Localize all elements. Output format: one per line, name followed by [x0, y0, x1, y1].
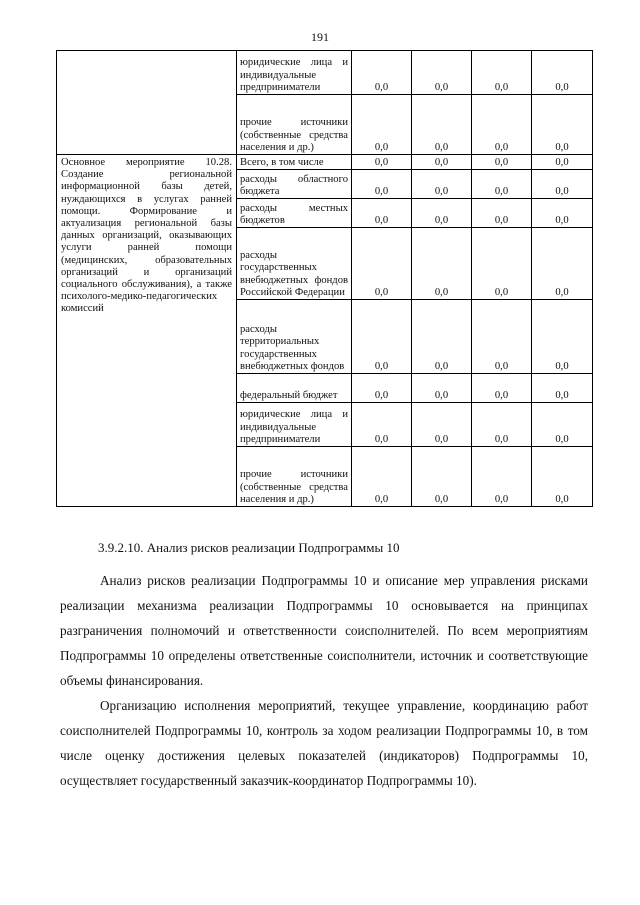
value-cell: 0,0 — [472, 374, 532, 403]
value-cell: 0,0 — [352, 403, 412, 447]
event-description-cell: Основное мероприятие 10.28. Создание региональной информационной базы детей, нуждающихся в услугах ранней помощи. Формирование и актуализация региональной базы данных организаций, оказывающих услуги ранней помощи (медицинских, образовательных организаций и организаций социального обслуживания), а также психолого-медико-педагогических комиссий — [57, 155, 237, 507]
value-cell: 0,0 — [532, 447, 593, 507]
value-cell: 0,0 — [352, 374, 412, 403]
paragraph: Организацию исполнения мероприятий, текущее управление, координацию работ соисполнителей Подпрограммы 10, контроль за ходом реализации Подпрограммы 10, в том числе оценку достижения целевых показателей (индикаторов) Подпрограммы 10, осуществляет государственный заказчик-координатор Подпрограммы 10). — [60, 698, 588, 788]
financing-table — [56, 50, 593, 507]
funding-source-cell: прочие источники (собственные средства населения и др.) — [237, 95, 352, 155]
funding-source-cell: юридические лица и индивидуальные предприниматели — [237, 403, 352, 447]
value-cell: 0,0 — [412, 51, 472, 95]
funding-source-cell: расходы местных бюджетов — [237, 199, 352, 228]
table-row — [57, 51, 593, 95]
value-cell: 0,0 — [412, 447, 472, 507]
value-cell: 0,0 — [412, 95, 472, 155]
value-cell: 0,0 — [532, 228, 593, 300]
value-cell: 0,0 — [472, 228, 532, 300]
value-cell: 0,0 — [412, 199, 472, 228]
funding-source-cell: расходы областного бюджета — [237, 170, 352, 199]
value-cell: 0,0 — [352, 300, 412, 374]
value-cell: 0,0 — [412, 170, 472, 199]
value-cell: 0,0 — [472, 51, 532, 95]
funding-source-cell: Всего, в том числе — [237, 155, 352, 170]
funding-source-cell: федеральный бюджет — [237, 374, 352, 403]
value-cell: 0,0 — [472, 447, 532, 507]
value-cell: 0,0 — [532, 374, 593, 403]
value-cell: 0,0 — [352, 228, 412, 300]
table-row — [57, 155, 593, 170]
funding-source-cell: прочие источники (собственные средства населения и др.) — [237, 447, 352, 507]
value-cell: 0,0 — [352, 447, 412, 507]
value-cell: 0,0 — [352, 51, 412, 95]
value-cell: 0,0 — [532, 95, 593, 155]
value-cell: 0,0 — [472, 199, 532, 228]
value-cell: 0,0 — [352, 95, 412, 155]
financing-table-body — [57, 51, 593, 507]
funding-source-cell: расходы территориальных государственных внебюджетных фондов — [237, 300, 352, 374]
value-cell: 0,0 — [412, 155, 472, 170]
value-cell: 0,0 — [532, 51, 593, 95]
value-cell: 0,0 — [532, 199, 593, 228]
value-cell: 0,0 — [412, 300, 472, 374]
value-cell: 0,0 — [352, 170, 412, 199]
value-cell: 0,0 — [472, 95, 532, 155]
value-cell: 0,0 — [472, 300, 532, 374]
value-cell: 0,0 — [532, 300, 593, 374]
paragraph: Анализ рисков реализации Подпрограммы 10 и описание мер управления рисками реализации механизма реализации Подпрограммы 10 основывается на принципах разграничения полномочий и ответственности соисполнителей. По всем мероприятиям Подпрограммы 10 определены ответственные соисполнители, источник и соответствующие объемы финансирования. — [60, 573, 588, 688]
value-cell: 0,0 — [412, 228, 472, 300]
value-cell: 0,0 — [532, 170, 593, 199]
empty-description-cell — [57, 51, 237, 155]
funding-source-cell: юридические лица и индивидуальные предприниматели — [237, 51, 352, 95]
value-cell: 0,0 — [472, 155, 532, 170]
value-cell: 0,0 — [352, 199, 412, 228]
funding-source-cell: расходы государственных внебюджетных фондов Российской Федерации — [237, 228, 352, 300]
value-cell: 0,0 — [532, 155, 593, 170]
value-cell: 0,0 — [472, 170, 532, 199]
value-cell: 0,0 — [532, 403, 593, 447]
value-cell: 0,0 — [412, 403, 472, 447]
value-cell: 0,0 — [412, 374, 472, 403]
value-cell: 0,0 — [472, 403, 532, 447]
value-cell: 0,0 — [352, 155, 412, 170]
page-number: 191 — [311, 30, 329, 44]
section-heading: 3.9.2.10. Анализ рисков реализации Подпрограммы 10 — [98, 540, 400, 555]
